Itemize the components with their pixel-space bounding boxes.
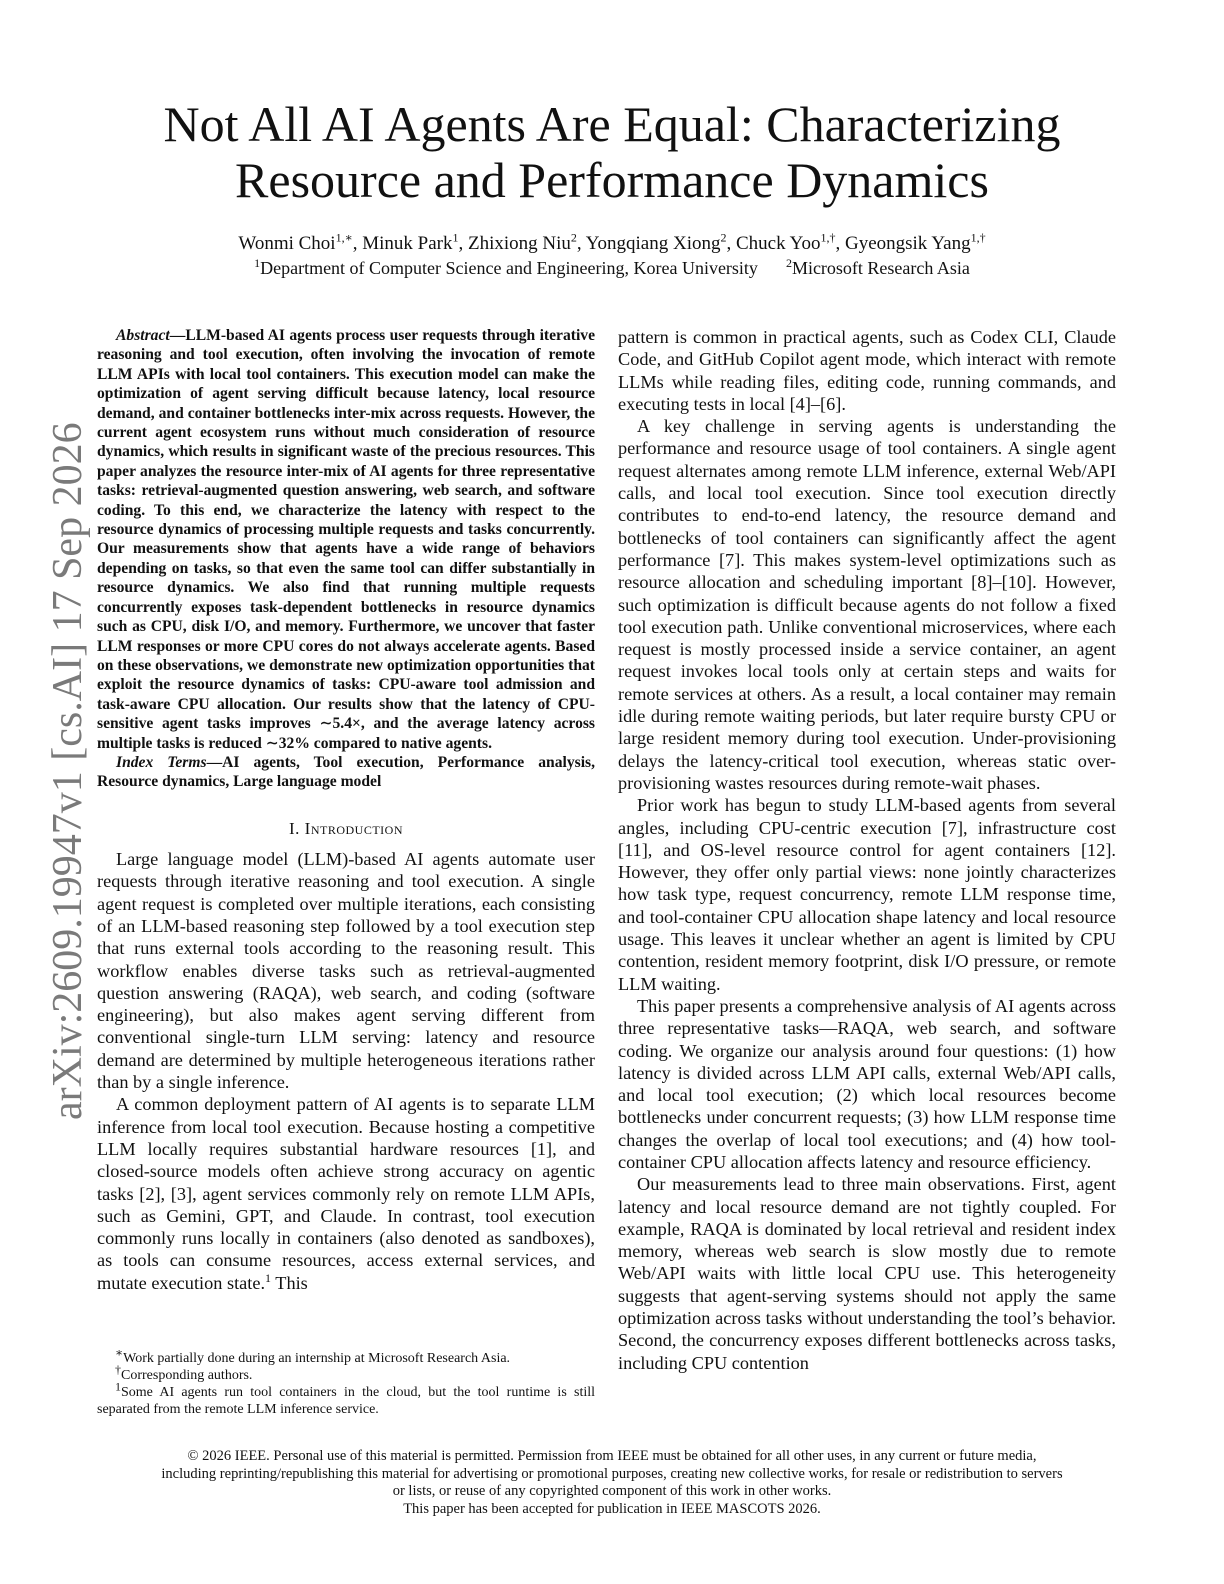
author-list: Wonmi Choi$^{1,∗}$, Minuk Park$^1$, Zhixiong Niu$^2$, Yongqiang Xiong$^2$, Chuck Yoo$^{1,\dagger}$, Gyeongsik Yang$^{1,\dagger}$	[238, 230, 986, 254]
footnote: †Corresponding authors.	[115, 1362, 253, 1383]
right-column	[618, 326, 1116, 1374]
author: Chuck Yoo$^{1,\dagger}$	[735, 230, 836, 254]
author: Zhixiong Niu$^2$	[467, 230, 577, 254]
footnotes	[97, 1345, 595, 1418]
title-line-2: Resource and Performance Dynamics	[235, 152, 989, 208]
body-paragraph: A key challenge in serving agents is understanding the performance and resource usage of tool containers. A single agent request alternates among remote LLM inference, external Web/API calls, and local tool execution. Since tool execution directly contributes to end-to-end latency, the resource demand and bottlenecks of tool containers can significantly affect the agent performance [7]. This makes system-level optimizations such as resource allocation and scheduling important [8]–[10]. However, such optimization is difficult because agents do not follow a fixed tool execution path. Unlike conventional microservices, where each request is mostly processed inside a service container, an agent request invokes local tools only at certain steps and waits for remote services at others. As a result, a local container may remain idle during remote waiting periods, but later require bursty CPU or large resident memory during tool execution. Under-provisioning delays the latency-critical tool execution, whereas static over-provisioning wastes resources during remote-wait phases.	[618, 416, 1116, 793]
affiliations	[110, 257, 1114, 279]
arxiv-identifier: arXiv:2609.19947v1 [cs.AI] 17 Sep 2026	[45, 422, 91, 1120]
abstract: Abstract—LLM-based AI agents process user requests through iterative reasoning and tool execution, often involving the invocation of remote LLM APIs with local tool containers. This execution model can make the optimization of agent serving difficult because latency, local resource demand, and container bottlenecks inter-mix across requests. However, the current agent ecosystem runs without much consideration of resource dynamics, which results in significant waste of the precious resources. This paper analyzes the resource inter-mix of AI agents for three representative tasks: retrieval-augmented question answering, web search, and software coding. To this end, we characterize the latency with respect to the resource dynamics of processing multiple requests and tasks concurrently. Our measurements show that agents have a wide range of behaviors depending on tasks, so that even the same tool can differ substantially in resource dynamics. We also find that running multiple requests concurrently exposes task-dependent bottlenecks in resource dynamics such as CPU, disk I/O, and memory. Furthermore, we uncover that faster LLM responses or more CPU cores do not always accelerate agents. Based on these observations, we demonstrate new optimization opportunities that exploit the resource dynamics of tasks: CPU-aware tool admission and task-aware CPU allocation. Our results show that the latency of CPU-sensitive agent tasks improves ∼5.4×, and the average latency across multiple tasks is reduced ∼32% compared to native agents.	[97, 327, 595, 752]
body-paragraph: pattern is common in practical agents, such as Codex CLI, Claude Code, and GitHub Copilot agent mode, which interact with remote LLMs while reading files, editing code, running commands, and executing tests in local [4]–[6].	[618, 327, 1116, 414]
paper-title	[110, 96, 1114, 208]
author: Gyeongsik Yang$^{1,\dagger}$	[844, 230, 986, 254]
body-paragraph: Our measurements lead to three main observations. First, agent latency and local resource demand are not tightly coupled. For example, RAQA is dominated by local retrieval and resident index memory, whereas web search is slow mostly due to remote Web/API waits with little local CPU use. This heterogeneity suggests that agent-serving systems should not apply the same optimization across tasks without understanding the tool’s behavior. Second, the concurrency exposes different bottlenecks across tasks, including CPU contention	[618, 1174, 1116, 1373]
section-heading: I. Introduction	[289, 818, 403, 838]
left-column	[97, 326, 595, 1294]
affiliation-1: $^1$Department of Computer Science and Engineering, Korea University	[254, 256, 758, 278]
author: Wonmi Choi$^{1,∗}$	[238, 230, 353, 254]
footnote: ∗Work partially done during an internship at Microsoft Research Asia.	[115, 1345, 511, 1366]
affiliation-2: $^2$Microsoft Research Asia	[785, 256, 970, 278]
body-paragraph: Prior work has begun to study LLM-based agents from several angles, including CPU-centric execution [7], infrastructure cost [11], and OS-level resource control for agent containers [12]. However, they offer only partial views: none jointly characterizes how task type, request concurrency, remote LLM response time, and tool-container CPU allocation shape latency and local resource usage. This leaves it unclear whether an agent is limited by CPU contention, resident memory footprint, disk I/O pressure, or remote LLM waiting.	[618, 795, 1116, 994]
body-paragraph: This paper presents a comprehensive analysis of AI agents across three representative tasks—RAQA, web search, and software coding. We organize our analysis around four questions: (1) how latency is divided across LLM API calls, external Web/API calls, and local tool execution; (2) which local resources become bottlenecks under concurrent requests; (3) how LLM response time changes the overlap of local tool executions; and (4) how tool-container CPU allocation affects latency and resource efficiency.	[618, 995, 1116, 1172]
body-paragraph: A common deployment pattern of AI agents is to separate LLM inference from local tool execution. Because hosting a competitive LLM locally requires substantial hardware resources [1], and closed-source models often achieve strong accuracy on agentic tasks [2], [3], agent services commonly rely on remote LLM APIs, such as Gemini, GPT, and Claude. In contrast, tool execution commonly runs locally in containers (also denoted as sandboxes), as tools can consume resources, access external services, and mutate execution state.$^1$ This	[97, 1094, 595, 1293]
footnote: $^1$Some AI agents run tool containers in the cloud, but the tool runtime is still separated from the remote LLM inference service.	[97, 1379, 595, 1417]
footnote-ref: 1	[265, 1270, 272, 1285]
body-paragraph: Large language model (LLM)-based AI agents automate user requests through iterative reasoning and tool execution. A single agent request is completed over multiple iterations, each consisting of an LLM-based reasoning step followed by a tool execution step that runs external tools according to the reasoning result. This workflow enables diverse tasks such as retrieval-augmented question answering (RAQA), web search, and coding (software engineering), but also makes agent serving different from conventional single-turn LLM serving: latency and resource demand are determined by multiple heterogeneous iterations rather than by a single inference.	[97, 849, 595, 1093]
title-line-1: Not All AI Agents Are Equal: Characterizing	[163, 96, 1061, 152]
index-terms: Index Terms—AI agents, Tool execution, Performance analysis, Resource dynamics, Large language model	[97, 753, 595, 791]
copyright-notice: © 2026 IEEE. Personal use of this material is permitted. Permission from IEEE must be obtained for all other uses, in any current or future media, including reprinting/republishing this material for advertising or promotional purposes, creating new collective works, for resale or redistribution to servers or lists, or reuse of any copyrighted component of this work in other works. This paper has been accepted for publication in IEEE MASCOTS 2026.	[161, 1448, 1063, 1517]
author: Yongqiang Xiong$^2$	[585, 230, 727, 254]
author: Minuk Park$^1$	[362, 230, 459, 254]
